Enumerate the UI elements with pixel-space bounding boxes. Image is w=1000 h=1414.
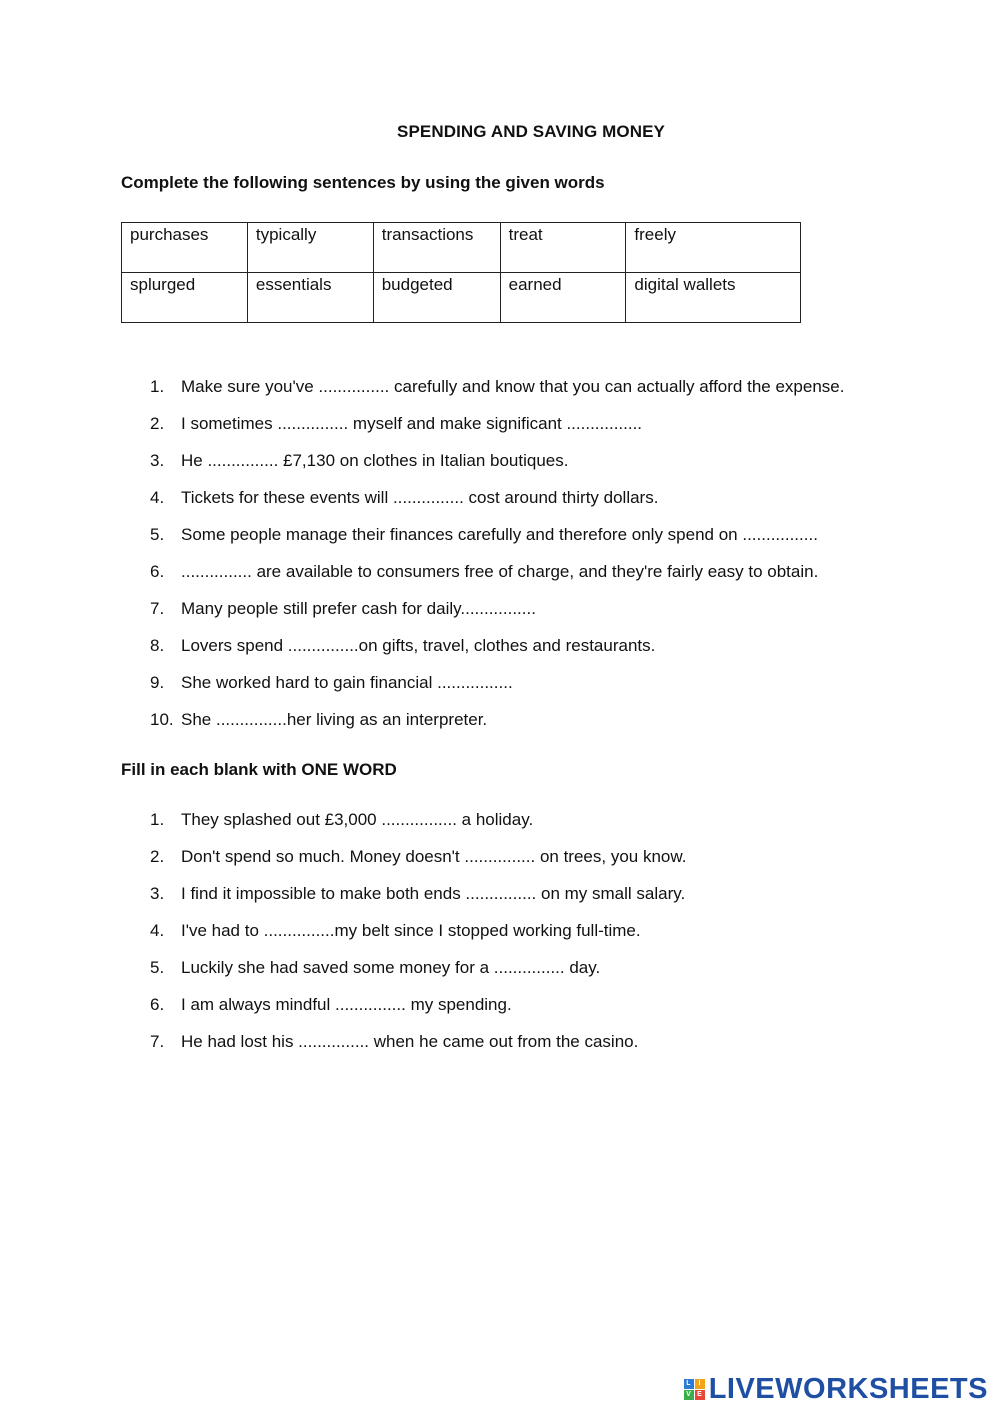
item-number: 8. <box>150 636 165 655</box>
word-bank-table <box>121 222 801 323</box>
list-item <box>150 488 844 525</box>
item-text: Many people still prefer cash for daily................ <box>181 599 536 618</box>
list-item <box>150 377 844 414</box>
item-text: Luckily she had saved some money for a ............... day. <box>181 958 601 977</box>
item-number: 2. <box>150 414 165 433</box>
word-bank-cell: splurged <box>122 273 248 323</box>
logo-tile: I <box>695 1379 705 1389</box>
item-number: 10. <box>150 710 174 729</box>
item-text: Some people manage their finances carefully and therefore only spend on ................ <box>181 525 818 544</box>
logo-tile: E <box>695 1390 705 1400</box>
word-bank-cell: digital wallets <box>626 273 801 323</box>
word-bank-cell: essentials <box>247 273 373 323</box>
logo-mark-icon <box>684 1379 705 1400</box>
item-text: I am always mindful ............... my spending. <box>181 995 512 1014</box>
item-text: Don't spend so much. Money doesn't ............... on trees, you know. <box>181 847 687 866</box>
item-text: Make sure you've ............... carefully and know that you can actually afford the expense. <box>181 377 845 396</box>
item-number: 1. <box>150 810 165 829</box>
item-number: 2. <box>150 847 165 866</box>
item-text: They splashed out £3,000 ................ a holiday. <box>181 810 534 829</box>
list-item <box>150 562 844 599</box>
word-bank-cell: typically <box>247 223 373 273</box>
item-number: 3. <box>150 451 165 470</box>
item-text: I sometimes ............... myself and make significant ................ <box>181 414 643 433</box>
list-item <box>150 451 844 488</box>
word-bank-cell: budgeted <box>373 273 500 323</box>
item-number: 5. <box>150 958 165 977</box>
word-bank-row <box>122 273 801 323</box>
word-bank-cell: treat <box>500 223 626 273</box>
list-item <box>150 958 686 995</box>
liveworksheets-logo <box>684 1373 988 1406</box>
item-text: Lovers spend ...............on gifts, travel, clothes and restaurants. <box>181 636 656 655</box>
list-item <box>150 884 686 921</box>
item-text: He ............... £7,130 on clothes in Italian boutiques. <box>181 451 569 470</box>
item-text: She ...............her living as an interpreter. <box>181 710 488 729</box>
list-item <box>150 673 844 710</box>
item-number: 3. <box>150 884 165 903</box>
item-number: 1. <box>150 377 165 396</box>
word-bank-cell: freely <box>626 223 801 273</box>
item-number: 5. <box>150 525 165 544</box>
word-bank-row <box>122 223 801 273</box>
list-item <box>150 636 844 673</box>
list-item <box>150 525 844 562</box>
worksheet-title: SPENDING AND SAVING MONEY <box>397 122 665 141</box>
item-number: 6. <box>150 995 165 1014</box>
word-bank-cell: earned <box>500 273 626 323</box>
list-item <box>150 599 844 636</box>
item-number: 7. <box>150 599 165 618</box>
item-text: ............... are available to consumers free of charge, and they're fairly easy to obtain. <box>181 562 819 581</box>
section-2-instruction: Fill in each blank with ONE WORD <box>121 760 397 779</box>
logo-text: LIVEWORKSHEETS <box>708 1373 988 1405</box>
list-item <box>150 995 686 1032</box>
item-number: 9. <box>150 673 165 692</box>
list-item <box>150 1032 686 1069</box>
item-number: 7. <box>150 1032 165 1051</box>
list-item <box>150 921 686 958</box>
item-number: 4. <box>150 921 165 940</box>
section-1-instruction: Complete the following sentences by using the given words <box>121 173 605 192</box>
section-1-list <box>150 377 844 747</box>
item-number: 6. <box>150 562 165 581</box>
item-text: I find it impossible to make both ends ............... on my small salary. <box>181 884 686 903</box>
item-text: She worked hard to gain financial ................ <box>181 673 513 692</box>
word-bank-cell: purchases <box>122 223 248 273</box>
item-text: I've had to ...............my belt since I stopped working full-time. <box>181 921 641 940</box>
logo-tile: V <box>684 1390 694 1400</box>
section-2-list <box>150 810 686 1069</box>
list-item <box>150 414 844 451</box>
item-number: 4. <box>150 488 165 507</box>
list-item <box>150 847 686 884</box>
item-text: He had lost his ............... when he came out from the casino. <box>181 1032 639 1051</box>
item-text: Tickets for these events will ............... cost around thirty dollars. <box>181 488 659 507</box>
word-bank-cell: transactions <box>373 223 500 273</box>
list-item <box>150 710 844 747</box>
list-item <box>150 810 686 847</box>
logo-tile: L <box>684 1379 694 1389</box>
